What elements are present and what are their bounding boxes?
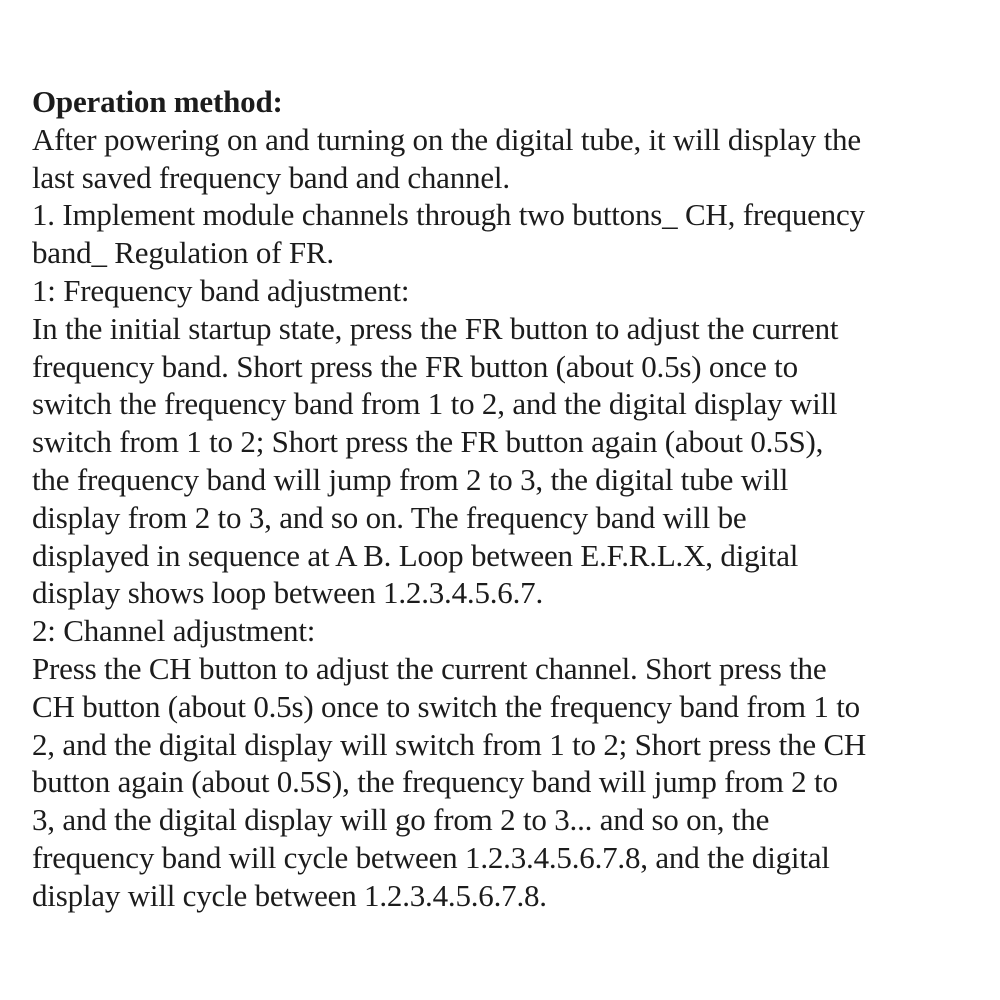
text-line: CH button (about 0.5s) once to switch the frequency band from 1 to	[32, 688, 860, 724]
text-line: band_ Regulation of FR.	[32, 235, 334, 271]
text-line: In the initial startup state, press the FR button to adjust the current	[32, 310, 839, 346]
section-heading-frequency-band: 1: Frequency band adjustment:	[32, 272, 410, 308]
text-line: display shows loop between 1.2.3.4.5.6.7.	[32, 575, 544, 611]
text-line: 3, and the digital display will go from 2 to 3... and so on, the	[32, 802, 770, 838]
text-line: switch the frequency band from 1 to 2, and the digital display will	[32, 386, 838, 422]
text-line: After powering on and turning on the digital tube, it will display the	[32, 121, 861, 157]
document-body	[32, 83, 972, 915]
text-line: switch from 1 to 2; Short press the FR button again (about 0.5S),	[32, 424, 824, 460]
section-heading-channel: 2: Channel adjustment:	[32, 613, 316, 649]
text-line: Press the CH button to adjust the current channel. Short press the	[32, 650, 827, 686]
text-line: displayed in sequence at A B. Loop between E.F.R.L.X, digital	[32, 537, 799, 573]
text-line: display from 2 to 3, and so on. The frequency band will be	[32, 499, 747, 535]
document-heading: Operation method:	[32, 84, 283, 119]
text-line: frequency band. Short press the FR button (about 0.5s) once to	[32, 348, 798, 384]
text-line: button again (about 0.5S), the frequency band will jump from 2 to	[32, 764, 838, 800]
text-line: frequency band will cycle between 1.2.3.4.5.6.7.8, and the digital	[32, 839, 830, 875]
text-line: the frequency band will jump from 2 to 3, the digital tube will	[32, 461, 789, 497]
text-line: last saved frequency band and channel.	[32, 159, 510, 195]
text-line: display will cycle between 1.2.3.4.5.6.7.8.	[32, 877, 547, 913]
text-line: 1. Implement module channels through two buttons_ CH, frequency	[32, 197, 865, 233]
text-line: 2, and the digital display will switch from 1 to 2; Short press the CH	[32, 726, 867, 762]
